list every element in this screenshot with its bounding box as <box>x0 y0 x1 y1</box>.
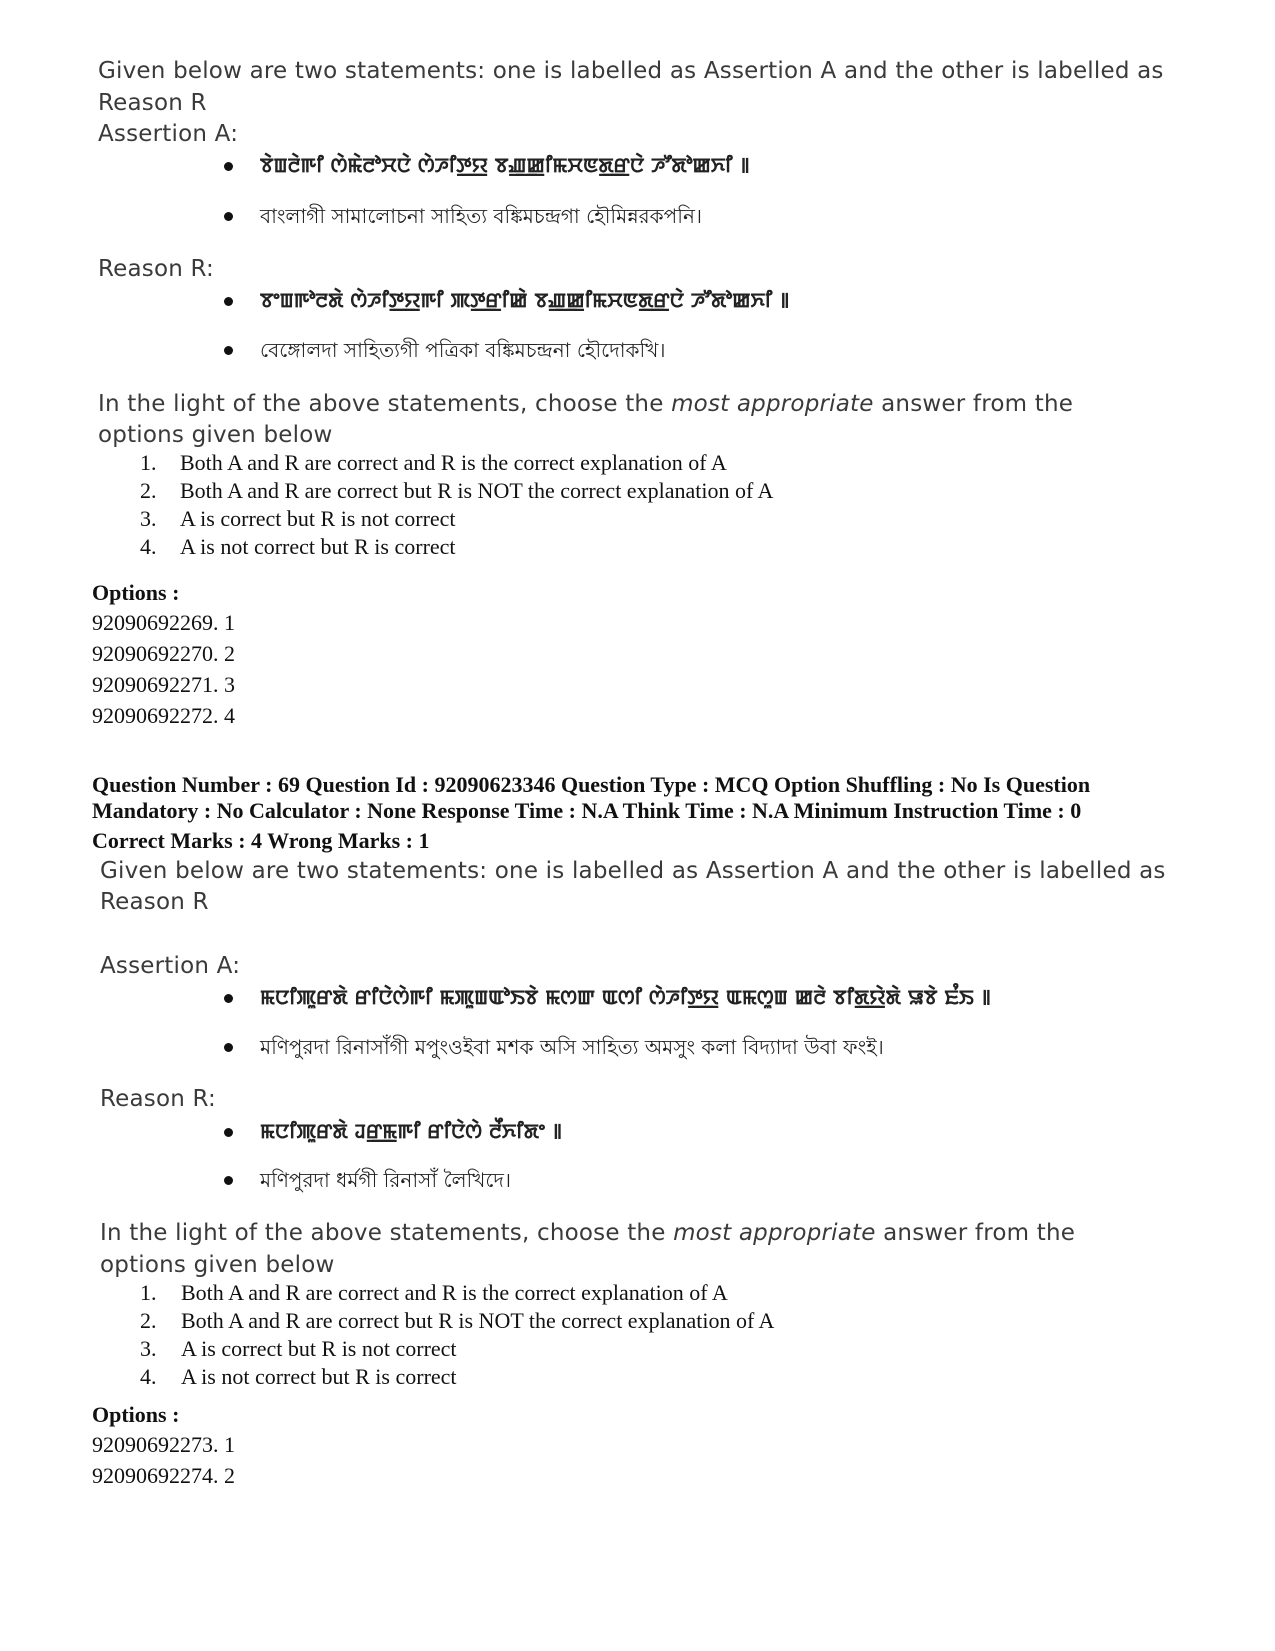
reason-meitei-text: ꯕꯦꯡꯒꯣꯂꯗꯥ ꯁꯥꯍꯤꯇ꯭ꯌꯒꯤ ꯄꯇ꯭ꯔꯤꯀꯥ ꯕꯉ꯭ꯀꯤꯃꯆꯟꯗ꯭ꯔꯅꯥ ꯍꯧꯗꯣꯀꯈꯤ ꯫ <box>260 288 790 312</box>
reason-meitei-text: ꯃꯅꯤꯄꯨꯔꯗꯥ ꯙꯔ꯭ꯃꯒꯤ ꯔꯤꯅꯥꯁꯥ ꯂꯩꯈꯤꯗꯦ ꯫ <box>260 1119 562 1143</box>
assertion-bengali-text: মণিপুরদা রিনাসাঁগী মপুংওইবা মশক অসি সাহিত্য অমসুং কলা বিদ্যাদা উবা ফংই। <box>260 1035 884 1059</box>
assertion-meitei-text: ꯕꯥꯡꯂꯥꯒꯤ ꯁꯥꯃꯥꯂꯣꯆꯅꯥ ꯁꯥꯍꯤꯇ꯭ꯌ ꯕꯉ꯭ꯀꯤꯃꯆꯟꯗ꯭ꯔꯅꯥ ꯍꯧꯗꯣꯀꯈꯤ ꯫ <box>260 153 750 177</box>
choice-text: A is not correct but R is correct <box>180 534 456 559</box>
choice-text: Both A and R are correct and R is the correct explanation of A <box>180 450 727 475</box>
prompt-line: In the light of the above statements, choose the most appropriate answer from the <box>100 1220 1076 1246</box>
assertion-label: Assertion A: <box>98 121 239 147</box>
choice-text: A is not correct but R is correct <box>181 1364 457 1389</box>
choice-text: Both A and R are correct but R is NOT the correct explanation of A <box>181 1308 775 1333</box>
prompt-line: options given below <box>100 1252 335 1278</box>
choice-text: A is correct but R is not correct <box>181 1336 457 1361</box>
choice-number: 1. <box>140 1280 157 1305</box>
choice-number: 2. <box>140 1308 157 1333</box>
intro-line: Given below are two statements: one is labelled as Assertion A and the other is labelled as <box>98 58 1164 84</box>
assertion-bengali-text: বাংলাগী সামালোচনা সাহিত্য বঙ্কিমচন্দ্রগা হৌমিন্নরকপনি। <box>260 204 703 228</box>
option-row: 92090692273. 1 <box>92 1432 235 1457</box>
bullet-icon <box>224 162 233 171</box>
reason-bengali-text: বেঙ্গোলদা সাহিত্যগী পত্রিকা বঙ্কিমচন্দ্রনা হৌদোকখি। <box>260 338 666 362</box>
option-row: 92090692274. 2 <box>92 1463 235 1488</box>
bullet-icon <box>224 346 233 355</box>
bullet-icon <box>224 297 233 306</box>
bullet-icon <box>224 1043 233 1052</box>
option-row: 92090692271. 3 <box>92 672 235 697</box>
bullet-icon <box>224 212 233 221</box>
choice-number: 3. <box>140 1336 157 1361</box>
bullet-icon <box>224 1128 233 1137</box>
assertion-label: Assertion A: <box>100 953 241 979</box>
question-meta: Question Number : 69 Question Id : 92090623346 Question Type : MCQ Option Shuffling : No Is Question <box>92 772 1091 797</box>
reason-label: Reason R: <box>98 256 214 282</box>
bullet-icon <box>224 1176 233 1185</box>
prompt-line: In the light of the above statements, choose the most appropriate answer from the <box>98 391 1074 417</box>
option-row: 92090692269. 1 <box>92 610 235 635</box>
option-row: 92090692272. 4 <box>92 703 235 728</box>
reason-bengali-text: মণিপুরদা ধর্মগী রিনাসাঁ লৈখিদে। <box>260 1168 512 1192</box>
assertion-meitei-text: ꯃꯅꯤꯄꯨꯔꯗꯥ ꯔꯤꯅꯥꯁꯥꯒꯤ ꯃꯄꯨꯡꯑꯣꯏꯕꯥ ꯃꯁꯛ ꯑꯁꯤ ꯁꯥꯍꯤꯇ꯭ꯌ ꯑꯃꯁꯨꯡ ꯀꯂꯥ ꯕꯤꯗ꯭ꯌꯥꯗꯥ ꯎꯕꯥ ꯐꯪꯏ ꯫ <box>260 985 991 1009</box>
choice-number: 2. <box>140 478 157 503</box>
bullet-icon <box>224 994 233 1003</box>
choice-number: 4. <box>140 534 157 559</box>
options-label: Options : <box>92 580 180 605</box>
choice-text: Both A and R are correct and R is the correct explanation of A <box>181 1280 728 1305</box>
question-marks: Correct Marks : 4 Wrong Marks : 1 <box>92 828 430 853</box>
question-meta: Mandatory : No Calculator : None Response Time : N.A Think Time : N.A Minimum Instruction Time : 0 <box>92 798 1082 823</box>
choice-text: A is correct but R is not correct <box>180 506 456 531</box>
choice-number: 3. <box>140 506 157 531</box>
choice-number: 4. <box>140 1364 157 1389</box>
option-row: 92090692270. 2 <box>92 641 235 666</box>
intro-line: Reason R <box>100 889 209 915</box>
intro-line: Given below are two statements: one is labelled as Assertion A and the other is labelled as <box>100 858 1166 884</box>
reason-label: Reason R: <box>100 1086 216 1112</box>
options-label: Options : <box>92 1402 180 1427</box>
choice-text: Both A and R are correct but R is NOT the correct explanation of A <box>180 478 774 503</box>
prompt-line: options given below <box>98 422 333 448</box>
choice-number: 1. <box>140 450 157 475</box>
intro-line: Reason R <box>98 90 207 116</box>
